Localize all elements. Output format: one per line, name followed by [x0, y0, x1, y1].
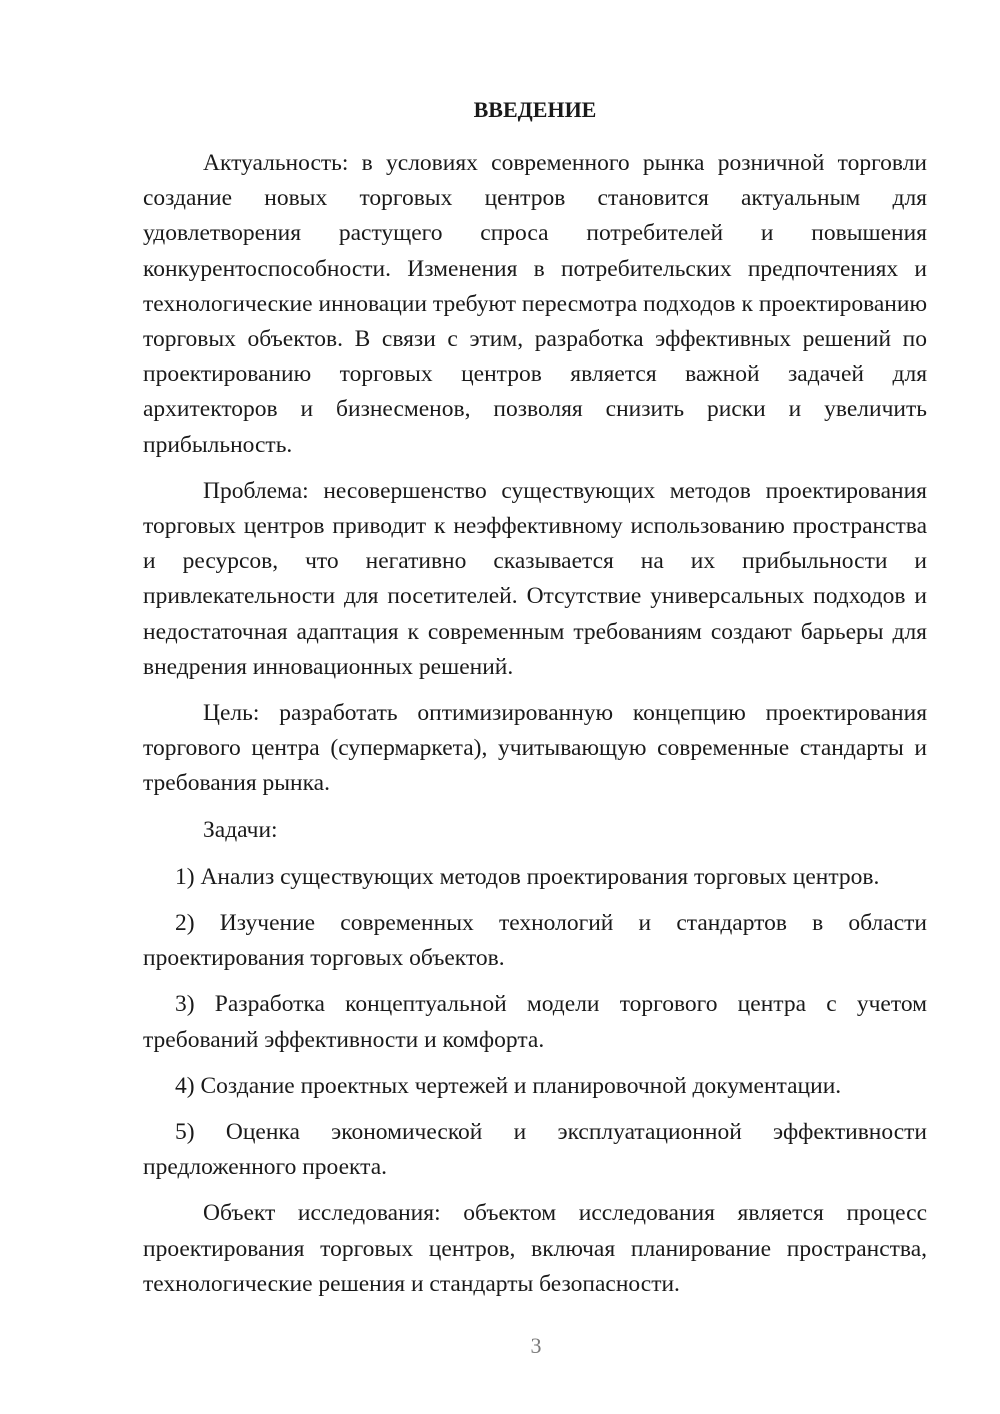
task-item-3: 3) Разработка концептуальной модели торгового центра с учетом требований эффективности и комфорта. — [143, 991, 927, 1053]
page-number: 3 — [530, 1333, 542, 1358]
task-item-1: 1) Анализ существующих методов проектирования торговых центров. — [175, 863, 880, 890]
problem-paragraph: Проблема: несовершенство существующих методов проектирования торговых центров приводит к неэффективному использованию пространства и ресурсов, что негативно сказывается на их прибыльности и привлекательности для посетителей. Отсутствие универсальных подходов и недостаточная адаптация к современным требованиям создают барьеры для внедрения инновационных решений. — [143, 477, 927, 680]
task-item-5: 5) Оценка экономической и эксплуатационной эффективности предложенного проекта. — [143, 1119, 927, 1181]
goal-paragraph: Цель: разработать оптимизированную концепцию проектирования торгового центра (супермаркета), учитывающую современные стандарты и требования рынка. — [143, 700, 927, 797]
tasks-label: Задачи: — [203, 816, 278, 843]
relevance-paragraph: Актуальность: в условиях современного рынка розничной торговли создание новых торговых центров становится актуальным для удовлетворения растущего спроса потребителей и повышения конкурентоспособности. Изменения в потребительских предпочтениях и технологические инновации требуют пересмотра подходов к проектированию торговых объектов. В связи с этим, разработка эффективных решений по проектированию торговых центров является важной задачей для архитекторов и бизнесменов, позволяя снизить риски и увеличить прибыльность. — [143, 150, 927, 458]
page-body — [143, 92, 927, 1313]
section-heading: ВВЕДЕНИЕ — [473, 97, 597, 122]
object-paragraph: Объект исследования: объектом исследования является процесс проектирования торговых центров, включая планирование пространства, технологические решения и стандарты безопасности. — [143, 1200, 927, 1297]
task-item-4: 4) Создание проектных чертежей и планировочной документации. — [175, 1072, 842, 1099]
task-item-2: 2) Изучение современных технологий и стандартов в области проектирования торговых объектов. — [143, 910, 927, 972]
